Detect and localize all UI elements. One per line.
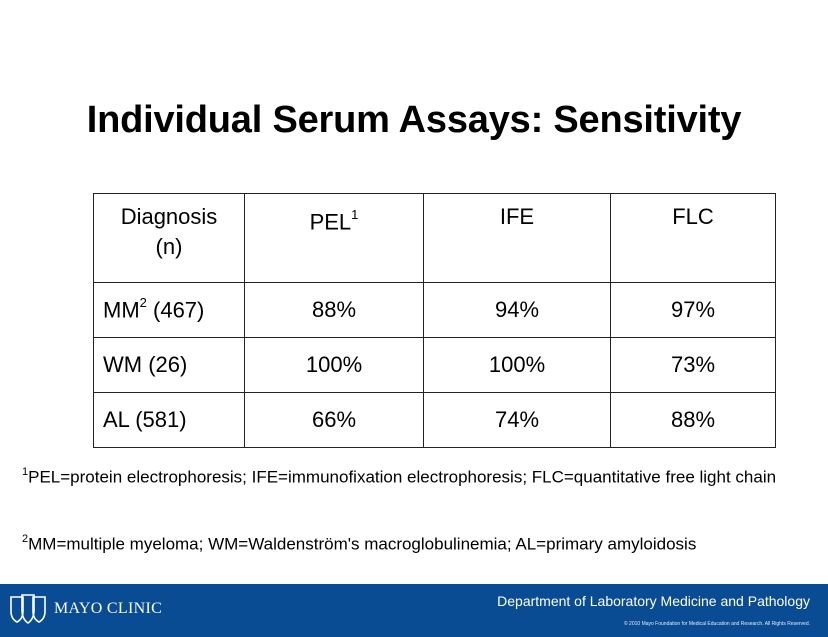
header-diagnosis-label: Diagnosis [120, 204, 218, 229]
diagnosis-count: (467) [146, 297, 205, 323]
cell-flc: 97% [611, 283, 776, 338]
row-diagnosis: WM (26) [94, 338, 245, 393]
header-ife: IFE [424, 194, 611, 283]
cell-ife: 100% [424, 338, 611, 393]
cell-pel: 66% [245, 393, 424, 448]
mayo-clinic-logo [8, 593, 162, 625]
footnote-2 [22, 529, 822, 556]
header-flc: FLC [611, 194, 776, 283]
table-header-row [94, 194, 776, 283]
department-name: Department of Laboratory Medicine and Pathology [497, 593, 810, 609]
brand-name: MAYO CLINIC [54, 600, 163, 617]
table-row [94, 338, 776, 393]
footnote-2-text: MM=multiple myeloma; WM=Waldenström's macroglobulinemia; AL=primary amyloidosis [28, 534, 697, 554]
cell-ife: 74% [424, 393, 611, 448]
cell-flc: 88% [611, 393, 776, 448]
header-diagnosis [94, 194, 245, 283]
table-row [94, 393, 776, 448]
cell-flc: 73% [611, 338, 776, 393]
mayo-shields-icon [8, 593, 48, 625]
footnote-1 [22, 462, 822, 489]
slide-title: Individual Serum Assays: Sensitivity [86, 99, 742, 141]
header-diagnosis-n: (n) [155, 234, 183, 259]
sensitivity-table [93, 193, 776, 448]
diagnosis-name: MM [103, 297, 140, 323]
header-pel [245, 194, 424, 283]
footnote-2-mark: 2 [22, 533, 29, 545]
diagnosis-footnote-mark: 2 [139, 294, 147, 310]
copyright-text: © 2010 Mayo Foundation for Medical Education and Research. All Rights Reserved. [623, 621, 810, 627]
header-pel-label: PEL [309, 209, 352, 235]
table-row [94, 283, 776, 338]
row-diagnosis: AL (581) [94, 393, 245, 448]
row-diagnosis [94, 283, 245, 338]
header-pel-footnote-mark: 1 [351, 207, 359, 222]
cell-ife: 94% [424, 283, 611, 338]
cell-pel: 100% [245, 338, 424, 393]
footnote-1-text: PEL=protein electrophoresis; IFE=immunofixation electrophoresis; FLC=quantitative free light chain [28, 467, 777, 487]
footnote-1-mark: 1 [22, 466, 29, 478]
footer-bar [0, 584, 828, 637]
cell-pel: 88% [245, 283, 424, 338]
